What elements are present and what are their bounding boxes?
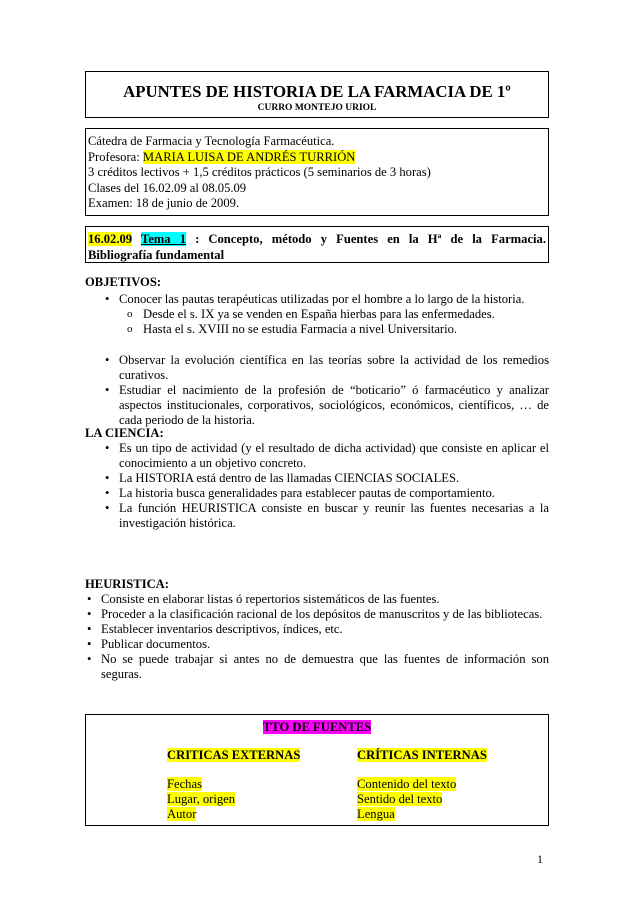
tto-title-text: TTO DE FUENTES: [262, 720, 372, 734]
catedra-line: Cátedra de Farmacia y Tecnología Farmacéutica.: [88, 134, 335, 148]
objetivos-item: • Estudiar el nacimiento de la profesión de “boticario” ó farmacéutico y analizar aspectos institucionales, corporativos, sociológicos, económicos, científicos, … de cada periodo de la historia.: [85, 383, 549, 428]
criticas-internas-item: Sentido del texto: [357, 792, 443, 806]
criticas-externas-item: Autor: [167, 807, 197, 821]
document-title: APUNTES DE HISTORIA DE LA FARMACIA DE 1º: [123, 82, 511, 101]
creditos-line: 3 créditos lectivos + 1,5 créditos prácticos (5 seminarios de 3 horas): [88, 165, 431, 179]
ciencia-item: • La HISTORIA está dentro de las llamadas CIENCIAS SOCIALES.: [85, 471, 549, 486]
heuristica-item: • Proceder a la clasificación racional de los depósitos de manuscritos y de las bibliotecas.: [85, 607, 549, 622]
objetivos-sublist: [85, 307, 549, 337]
profesora-line: [88, 150, 548, 166]
objetivos-list: [85, 292, 549, 307]
ciencia-list: [85, 441, 549, 531]
topic-line-2: Bibliografía fundamental: [88, 248, 225, 262]
topic-title: : Concepto, método y Fuentes en la Hª de la Farmacia.: [195, 232, 546, 246]
heuristica-item: • Publicar documentos.: [85, 637, 549, 652]
heuristica-item: • Consiste en elaborar listas ó repertorios sistemáticos de las fuentes.: [85, 592, 549, 607]
objetivos-section: [85, 275, 549, 428]
title-box: [85, 71, 549, 118]
heuristica-section: [85, 577, 549, 682]
topic-tema: Tema 1: [140, 232, 186, 246]
tto-fuentes-box: [85, 714, 549, 826]
heuristica-heading: HEURISTICA:: [85, 577, 169, 591]
topic-date: 16.02.09: [88, 232, 133, 246]
criticas-externas-column: [167, 748, 300, 822]
topic-box: [85, 226, 549, 263]
ciencia-heading: LA CIENCIA:: [85, 426, 164, 440]
document-author: CURRO MONTEJO URIOL: [257, 103, 377, 113]
heuristica-item: • No se puede trabajar si antes no de demuestra que las fuentes de información son seguras.: [85, 652, 549, 682]
objetivos-list-2: [85, 353, 549, 428]
criticas-externas-item: Fechas: [167, 777, 202, 791]
page-number: 1: [537, 852, 543, 866]
objetivos-item: • Observar la evolución científica en las teorías sobre la actividad de los remedios curativos.: [85, 353, 549, 383]
clases-line: Clases del 16.02.09 al 08.05.09: [88, 180, 247, 195]
ciencia-item: • La función HEURISTICA consiste en buscar y reunir las fuentes necesarias a la investigación histórica.: [85, 501, 549, 531]
tto-title: [86, 720, 548, 735]
criticas-internas-header: CRÍTICAS INTERNAS: [357, 748, 487, 762]
ciencia-section: [85, 426, 549, 531]
criticas-externas-header: CRITICAS EXTERNAS: [167, 748, 301, 762]
objetivos-subitem: o Desde el s. IX ya se venden en España hierbas para las enfermedades.: [85, 307, 549, 322]
profesora-label: Profesora:: [88, 149, 143, 164]
criticas-internas-item: Lengua: [357, 807, 395, 821]
objetivos-heading: OBJETIVOS:: [85, 275, 162, 289]
criticas-internas-item: Contenido del texto: [357, 777, 457, 791]
examen-line: Examen: 18 de junio de 2009.: [88, 196, 240, 210]
objetivos-item: • Conocer las pautas terapéuticas utilizadas por el hombre a lo largo de la historia.: [85, 292, 549, 307]
profesora-name: MARIA LUISA DE ANDRÉS TURRIÓN: [142, 149, 356, 164]
course-info-box: [85, 128, 549, 216]
heuristica-item: • Establecer inventarios descriptivos, índices, etc.: [85, 622, 549, 637]
criticas-externas-item: Lugar, origen: [167, 792, 236, 806]
heuristica-list: [85, 592, 549, 682]
criticas-internas-column: [357, 748, 487, 822]
ciencia-item: • La historia busca generalidades para establecer pautas de comportamiento.: [85, 486, 549, 501]
ciencia-item: • Es un tipo de actividad (y el resultado de dicha actividad) que consiste en aplicar el conocimiento a un objetivo concreto.: [85, 441, 549, 471]
objetivos-subitem: o Hasta el s. XVIII no se estudia Farmacia a nivel Universitario.: [85, 322, 549, 337]
topic-line-1: [88, 231, 546, 247]
